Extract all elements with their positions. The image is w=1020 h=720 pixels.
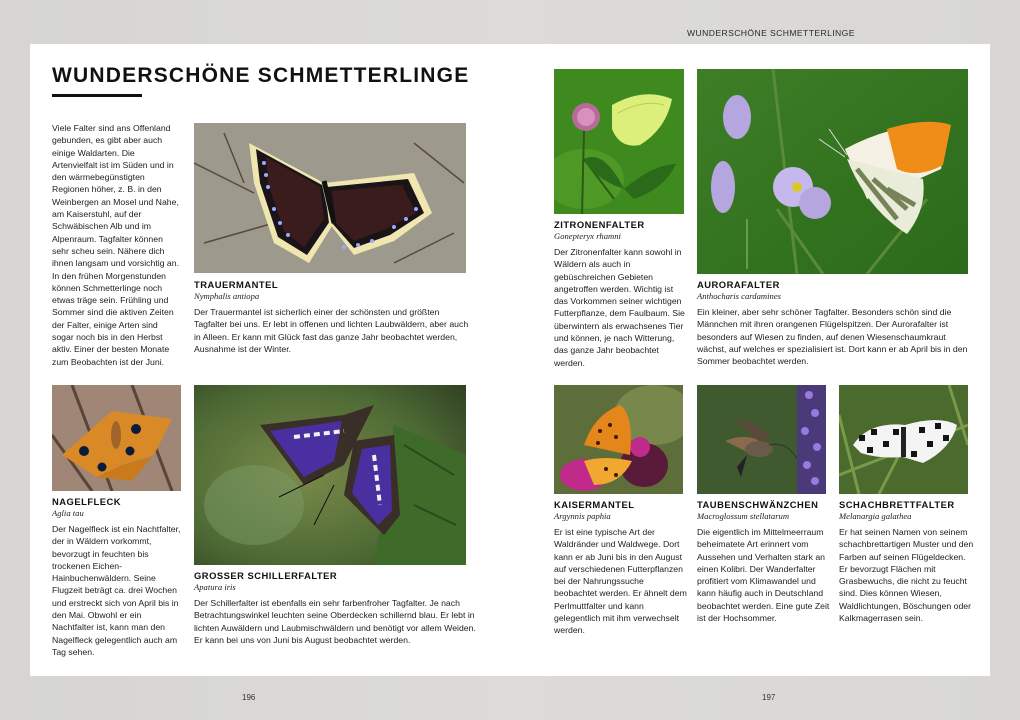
mourning-cloak-butterfly-photo: [194, 123, 466, 273]
silver-washed-fritillary-photo: [554, 385, 683, 494]
running-head: WUNDERSCHÖNE SCHMETTERLINGE: [687, 28, 855, 38]
species-card-trauermantel: [194, 279, 469, 355]
species-description: Der Trauermantel ist sicherlich einer der schönsten und größten Tagfalter bei uns. Er lebt in offenen und lichten Laubwäldern, aber auch in Alleen. Er kann mit Glück fast das ganze Jahr beobachtet werden, Ausnahme ist der Winter.: [194, 307, 469, 354]
intro-text: Viele Falter sind ans Offenland gebunden, es gibt aber auch einige Waldarten. Die Artenvielfalt ist im Süden und in den wärmebegünstigten Regionen höher, z. B. in den Weinbergen an Mosel und Nahe, am Kaiserstuhl, auf der Schwäbischen Alb und im Alpenraum. Tagfalter können sehr scheu sein. Nähere dich ihnen langsam und vorsichtig an. In den frühen Morgenstunden können Schmetterlinge noch etwas träge sein. Frühling und Sommer sind die aktiven Zeiten der Falter, einige Arten sind sogar noch bis in den Herbst aktiv. Einer der besten Monate zum Beobachten ist der Juni.: [52, 123, 180, 367]
species-card-kaisermantel: [554, 499, 688, 637]
species-latin-name: Macroglossum stellatarum: [697, 511, 790, 521]
title-underline: [52, 94, 142, 97]
species-latin-name: Apatura iris: [194, 582, 236, 592]
species-card-schillerfalter: [194, 570, 479, 646]
species-name: NAGELFLECK: [52, 496, 122, 507]
species-card-nagelfleck: [52, 496, 184, 658]
species-card-aurorafalter: [697, 279, 977, 367]
species-name: TAUBENSCHWÄNZCHEN: [697, 499, 819, 510]
species-card-taubenschwaenzchen: [697, 499, 831, 624]
species-description: Der Nagelfleck ist ein Nachtfalter, der in Wäldern vorkommt, bevorzugt in feuchten bis trockenen Eichen-Hainbuchenwäldern. Seine Flugzeit beträgt ca. drei Wochen und erstreckt sich von April bis in den Mai. Obwohl er ein Nachtfalter ist, kann man den Nagelfleck gelegentlich auch am Tag sehen.: [52, 524, 181, 657]
species-name: ZITRONENFALTER: [554, 219, 645, 230]
species-latin-name: Nymphalis antiopa: [194, 291, 260, 301]
species-name: SCHACHBRETTFALTER: [839, 499, 955, 510]
species-card-schachbrettfalter: [839, 499, 975, 624]
species-name: TRAUERMANTEL: [194, 279, 279, 290]
species-latin-name: Aglia tau: [52, 508, 84, 518]
species-name: GROSSER SCHILLERFALTER: [194, 570, 338, 581]
species-latin-name: Anthocharis cardamines: [697, 291, 781, 301]
species-latin-name: Melanargia galathea: [839, 511, 912, 521]
species-latin-name: Argynnis paphia: [554, 511, 611, 521]
species-card-zitronenfalter: [554, 219, 686, 369]
purple-emperor-butterfly-photo: [194, 385, 466, 565]
species-description: Ein kleiner, aber sehr schöner Tagfalter. Besonders schön sind die Männchen mit ihren orangenen Flügelspitzen. Der Aurorafalter ist besonders auf Wiesen zu finden, auf denen Wiesenschaumkraut wächst, auf welches er spezialisiert ist. Dort kann er ab April bis in den Sommer beobachtet werden.: [697, 307, 968, 367]
hummingbird-hawk-moth-photo: [697, 385, 826, 494]
brimstone-butterfly-photo: [554, 69, 684, 214]
species-latin-name: Gonepteryx rhamni: [554, 231, 621, 241]
species-description: Er hat seinen Namen von seinem schachbrettartigen Muster und den Farben auf seinen Flügeldecken. Er bevorzugt Flächen mit Grasbewuchs, die nicht zu feucht sind. Dies können Wiesen, Waldlichtungen, Böschungen oder Kalkmagerrasen sein.: [839, 527, 974, 624]
species-description: Der Zitronenfalter kann sowohl in Wäldern als auch in gebüschreichen Gebieten angetroffen werden. Wichtig ist das Vorkommen seiner wichtigen Futterpflanze, dem Faulbaum. Sie überwintern als erwachsenes Tier und können, je nach Witterung, das ganze Jahr beobachtet werden.: [554, 247, 685, 368]
species-description: Die eigentlich im Mittelmeerraum beheimatete Art erinnert vom Aussehen und Verhalten stark an einen Kolibri. Der Wanderfalter profitiert vom Klimawandel und kann häufig auch in Deutschland beobachtet werden. Eine gute Zeit ist der Hochsommer.: [697, 527, 830, 624]
page-title: WUNDERSCHÖNE SCHMETTERLINGE: [52, 64, 470, 87]
marbled-white-butterfly-photo: [839, 385, 968, 494]
species-description: Der Schillerfalter ist ebenfalls ein sehr farbenfroher Tagfalter. Je nach Betrachtungswinkel leuchten seine Oberdecken schillernd blau. Er lebt in lichten Auwäldern und Laubmischwäldern und benötigt vor allem Weiden. Er kann bei uns von Juni bis August beobachtet werden.: [194, 598, 476, 645]
page-number-left: 196: [242, 693, 256, 702]
species-name: AURORAFALTER: [697, 279, 780, 290]
orange-tip-butterfly-photo: [697, 69, 968, 274]
tau-emperor-moth-photo: [52, 385, 181, 491]
species-name: KAISERMANTEL: [554, 499, 635, 510]
page-number-right: 197: [762, 693, 776, 702]
species-description: Er ist eine typische Art der Waldränder und Waldwege. Dort kann er ab Juni bis in den August auf verschiedenen Futterpflanzen bei der Nahrungssuche beobachtet werden. Er ähnelt dem Perlmuttfalter und kann gelegentlich mit ihm verwechselt werden.: [554, 527, 687, 636]
